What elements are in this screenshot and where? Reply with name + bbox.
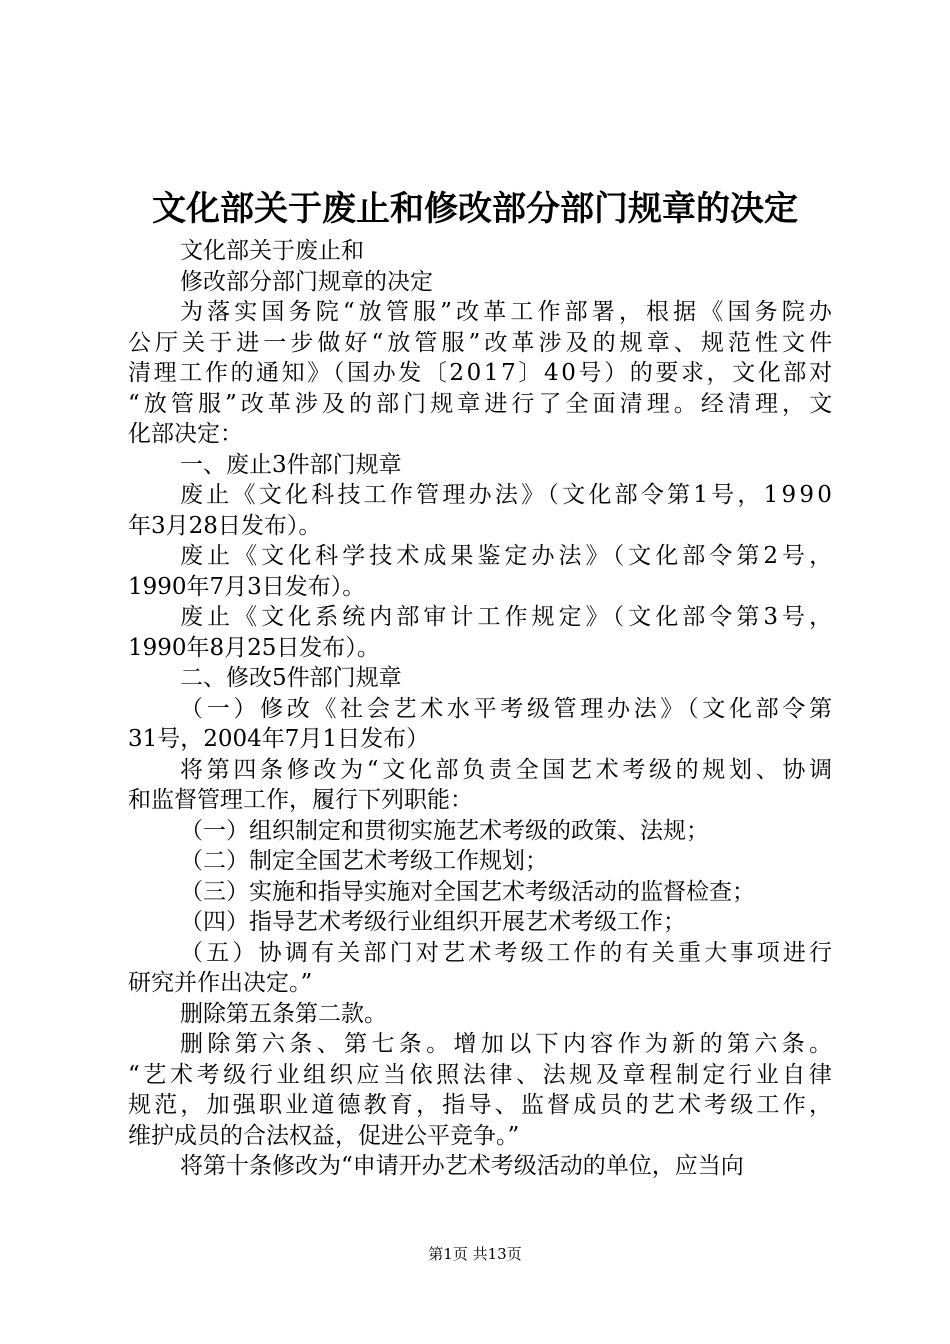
body-line: 废止《文化科技工作管理办法》（文化部令第1号，1990 bbox=[180, 482, 836, 508]
body-line: 清理工作的通知》（国办发〔2017〕40号）的要求，文化部对 bbox=[128, 360, 835, 386]
document-body bbox=[128, 236, 837, 1182]
body-line: （一）组织制定和贯彻实施艺术考级的政策、法规； bbox=[180, 817, 709, 844]
body-line: （一）修改《社会艺术水平考级管理办法》（文化部令第 bbox=[180, 695, 836, 722]
body-line: 31号，2004年7月1日发布） bbox=[128, 726, 430, 752]
body-line: （三）实施和指导实施对全国艺术考级活动的监督检查； bbox=[180, 878, 755, 905]
body-line: 一、废止3件部门规章 bbox=[180, 451, 402, 478]
document-title: 文化部关于废止和修改部分部门规章的决定 bbox=[152, 189, 798, 229]
body-line: 二、修改5件部门规章 bbox=[180, 665, 402, 691]
body-line: 删除第五条第二款。 bbox=[180, 1000, 387, 1027]
body-line: 为落实国务院“放管服”改革工作部署，根据《国务院办 bbox=[180, 299, 837, 325]
body-line: 规范，加强职业道德教育，指导、监督成员的艺术考级工作， bbox=[128, 1092, 836, 1118]
body-line: 将第四条修改为“文化部负责全国艺术考级的规划、协调 bbox=[180, 756, 836, 783]
body-line: （五）协调有关部门对艺术考级工作的有关重大事项进行 bbox=[180, 939, 836, 966]
body-line: 公厅关于进一步做好“放管服”改革涉及的规章、规范性文件 bbox=[128, 329, 837, 356]
body-line: 废止《文化系统内部审计工作规定》（文化部令第3号， bbox=[180, 604, 837, 630]
body-line: 修改部分部门规章的决定 bbox=[180, 268, 433, 295]
body-line: 文化部关于废止和 bbox=[180, 238, 364, 264]
body-line: 维护成员的合法权益，促进公平竞争。” bbox=[128, 1122, 520, 1149]
body-line: （四）指导艺术考级行业组织开展艺术考级工作； bbox=[180, 909, 686, 935]
body-line: 废止《文化科学技术成果鉴定办法》（文化部令第2号， bbox=[180, 543, 837, 569]
body-line: 化部决定： bbox=[128, 421, 243, 447]
body-line: 1990年7月3日发布）。 bbox=[128, 573, 366, 600]
body-line: 研究并作出决定。” bbox=[128, 970, 313, 996]
body-line: （二）制定全国艺术考级工作规划； bbox=[180, 848, 548, 874]
body-line: “放管服”改革涉及的部门规章进行了全面清理。经清理，文 bbox=[128, 390, 837, 417]
body-line: 将第十条修改为“申请开办艺术考级活动的单位，应当向 bbox=[180, 1153, 744, 1179]
page-footer: 第1页 共13页 bbox=[428, 1245, 522, 1263]
body-line: 删除第六条、第七条。增加以下内容作为新的第六条。 bbox=[180, 1031, 837, 1057]
body-line: 年3月28日发布）。 bbox=[128, 512, 322, 539]
body-line: 和监督管理工作，履行下列职能： bbox=[128, 787, 473, 813]
body-line: 1990年8月25日发布）。 bbox=[128, 634, 380, 661]
body-line: “艺术考级行业组织应当依照法律、法规及章程制定行业自律 bbox=[128, 1061, 836, 1088]
